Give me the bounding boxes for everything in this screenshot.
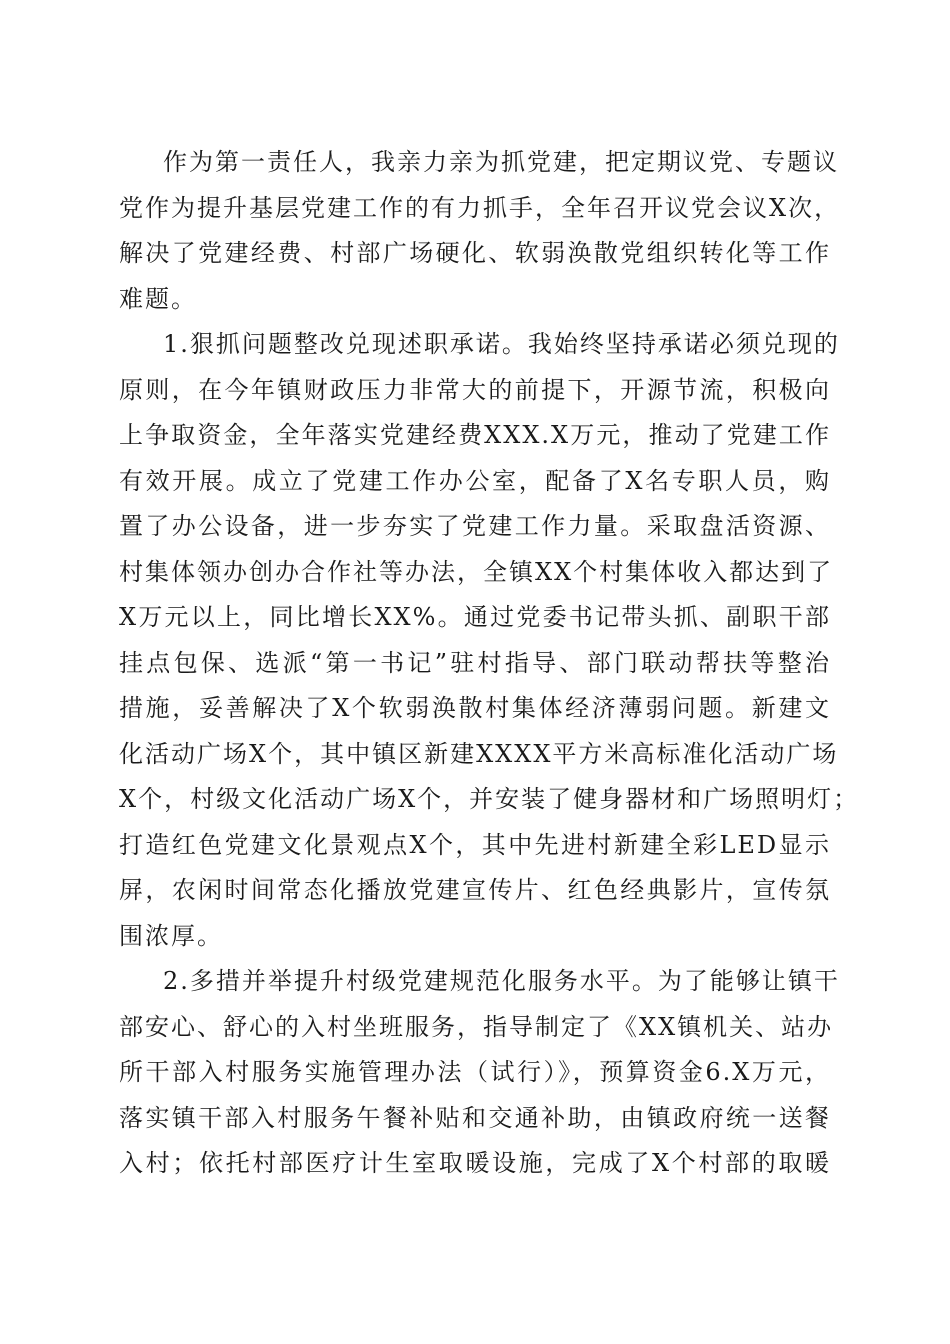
text-line: 原则，在今年镇财政压力非常大的前提下，开源节流，积极向	[119, 375, 831, 404]
text-line: 打造红色党建文化景观点X个，其中先进村新建全彩LED显示	[119, 830, 831, 859]
text-line: 解决了党建经费、村部广场硬化、软弱涣散党组织转化等工作	[119, 239, 831, 267]
text-line: 有效开展。成立了党建工作办公室，配备了X名专职人员，购	[119, 466, 831, 495]
paragraph-item-1	[119, 322, 860, 959]
text-line: 1.狠抓问题整改兑现述职承诺。我始终坚持承诺必须兑现的	[163, 330, 840, 358]
text-line: 屏，农闲时间常态化播放党建宣传片、红色经典影片，宣传氛	[119, 876, 831, 904]
text-line: 难题。	[119, 284, 197, 313]
text-line: X万元以上，同比增长XX%。通过党委书记带头抓、副职干部	[119, 603, 831, 631]
text-line: 部安心、舒心的入村坐班服务，指导制定了《XX镇机关、站办	[119, 1012, 834, 1041]
text-line: 围浓厚。	[119, 921, 223, 950]
text-line: 作为第一责任人，我亲力亲为抓党建，把定期议党、专题议	[163, 148, 839, 176]
text-line: 措施，妥善解决了X个软弱涣散村集体经济薄弱问题。新建文	[119, 694, 831, 722]
document-body	[119, 140, 860, 1187]
paragraph-item-2	[119, 959, 840, 1187]
text-line: 置了办公设备，进一步夯实了党建工作力量。采取盘活资源、	[119, 512, 831, 540]
text-line: 所干部入村服务实施管理办法（试行）》，预算资金6.X万元，	[119, 1058, 831, 1086]
text-line: 入村；依托村部医疗计生室取暖设施，完成了X个村部的取暖	[119, 1149, 831, 1177]
text-line: 2.多措并举提升村级党建规范化服务水平。为了能够让镇干	[163, 967, 840, 995]
text-line: 村集体领办创办合作社等办法，全镇XX个村集体收入都达到了	[119, 557, 834, 586]
text-line: 化活动广场X个，其中镇区新建XXXX平方米高标准化活动广场	[119, 739, 839, 768]
paragraph-intro	[119, 140, 841, 322]
text-line: X个，村级文化活动广场X个，并安装了健身器材和广场照明灯；	[119, 785, 860, 813]
text-line: 上争取资金，全年落实党建经费XXX.X万元，推动了党建工作	[119, 421, 831, 449]
text-line: 挂点包保、选派“第一书记”驻村指导、部门联动帮扶等整治	[119, 648, 831, 677]
text-line: 党作为提升基层党建工作的有力抓手，全年召开议党会议X次，	[119, 193, 841, 222]
text-line: 落实镇干部入村服务午餐补贴和交通补助，由镇政府统一送餐	[119, 1103, 831, 1132]
